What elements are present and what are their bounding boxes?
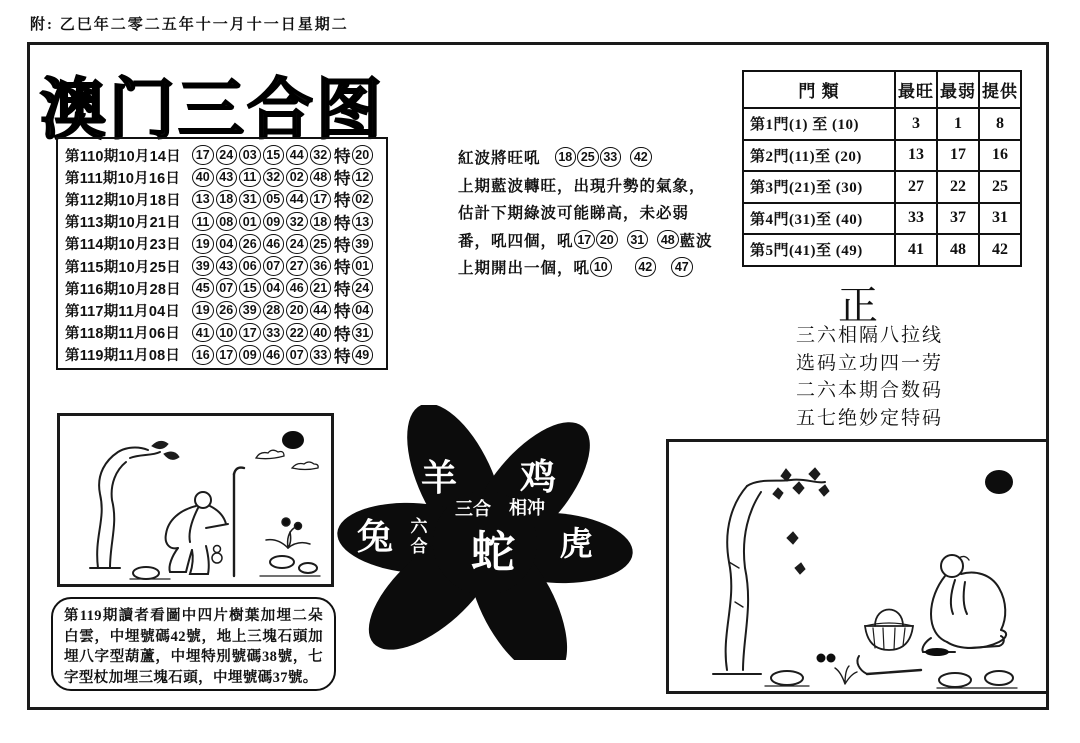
special-ball: 24 bbox=[352, 278, 374, 298]
special-label: 特 bbox=[334, 148, 351, 167]
gate-weak: 17 bbox=[937, 140, 979, 172]
illustration-right bbox=[669, 442, 1046, 691]
number-ball: 46 bbox=[263, 234, 285, 254]
number-ball: 21 bbox=[310, 278, 332, 298]
number-ball: 10 bbox=[590, 257, 612, 277]
draw-label: 第119期11月08日 bbox=[65, 348, 181, 365]
forecast-line bbox=[458, 230, 738, 250]
number-ball: 32 bbox=[263, 168, 285, 188]
draw-label: 第115期10月25日 bbox=[65, 259, 181, 276]
number-ball: 17 bbox=[192, 145, 214, 165]
result-row bbox=[65, 277, 383, 299]
special-label: 特 bbox=[334, 214, 351, 233]
number-ball: 47 bbox=[671, 257, 693, 277]
leaf-icon bbox=[164, 452, 179, 459]
number-ball: 11 bbox=[192, 212, 214, 232]
table-header-row bbox=[743, 71, 1021, 108]
draw-label: 第114期10月23日 bbox=[65, 237, 181, 254]
rock-icon bbox=[939, 673, 971, 687]
number-ball: 44 bbox=[286, 145, 308, 165]
number-ball: 32 bbox=[310, 145, 332, 165]
illustration-right-box bbox=[666, 439, 1049, 694]
forecast-text: 上期藍波轉旺，出現升勢的氣象， bbox=[458, 177, 706, 195]
number-ball: 33 bbox=[310, 345, 332, 365]
gourd-icon bbox=[212, 546, 222, 564]
gate-weak: 37 bbox=[937, 203, 979, 235]
number-ball: 13 bbox=[192, 190, 214, 210]
gate-offer: 16 bbox=[979, 140, 1021, 172]
sun-icon bbox=[282, 431, 304, 449]
gate-best: 3 bbox=[895, 108, 937, 140]
gate-label: 第4門(31)至 (40) bbox=[743, 203, 895, 235]
gate-weak: 22 bbox=[937, 171, 979, 203]
special-label: 特 bbox=[334, 347, 351, 366]
table-row bbox=[743, 171, 1021, 203]
number-ball: 25 bbox=[577, 147, 599, 167]
special-label: 特 bbox=[334, 303, 351, 322]
draw-label: 第110期10月14日 bbox=[65, 148, 181, 165]
page-title: 澳门三合图 bbox=[40, 71, 385, 148]
table-row bbox=[743, 203, 1021, 235]
farmer-figure bbox=[166, 492, 228, 574]
number-ball: 24 bbox=[216, 145, 238, 165]
number-ball: 44 bbox=[286, 190, 308, 210]
number-ball: 10 bbox=[216, 323, 238, 343]
number-ball: 43 bbox=[216, 168, 238, 188]
draw-label: 第112期10月18日 bbox=[65, 192, 181, 209]
number-ball: 44 bbox=[310, 301, 332, 321]
gate-label: 第5門(41)至 (49) bbox=[743, 234, 895, 266]
gate-label: 第2門(11)至 (20) bbox=[743, 140, 895, 172]
number-ball: 22 bbox=[286, 323, 308, 343]
number-ball: 40 bbox=[310, 323, 332, 343]
number-ball: 17 bbox=[574, 230, 596, 250]
result-row bbox=[65, 255, 383, 277]
sickle-icon bbox=[857, 656, 921, 674]
zodiac-rooster: 鸡 bbox=[519, 457, 557, 497]
gate-weak: 48 bbox=[937, 234, 979, 266]
cloud-icon bbox=[292, 462, 318, 470]
number-ball: 39 bbox=[192, 256, 214, 276]
special-label: 特 bbox=[334, 325, 351, 344]
number-ball: 05 bbox=[263, 190, 285, 210]
sun-icon bbox=[985, 470, 1013, 494]
number-ball: 18 bbox=[555, 147, 577, 167]
special-ball: 02 bbox=[352, 190, 374, 210]
number-ball: 26 bbox=[216, 301, 238, 321]
special-ball: 20 bbox=[352, 145, 374, 165]
staff-icon bbox=[234, 468, 244, 474]
grass-icon bbox=[835, 666, 857, 684]
forecast-line bbox=[458, 175, 738, 195]
result-row bbox=[65, 233, 383, 255]
gate-offer: 31 bbox=[979, 203, 1021, 235]
number-ball: 16 bbox=[192, 345, 214, 365]
zodiac-snake: 蛇 bbox=[471, 528, 515, 577]
rock-icon bbox=[270, 556, 294, 568]
number-ball: 33 bbox=[600, 147, 622, 167]
gate-best: 41 bbox=[895, 234, 937, 266]
forecast-text: 藍波 bbox=[679, 232, 713, 250]
gate-label: 第1門(1) 至 (10) bbox=[743, 108, 895, 140]
forecast-text: 紅波將旺吼 bbox=[458, 150, 541, 167]
number-ball: 24 bbox=[286, 234, 308, 254]
number-ball: 02 bbox=[286, 168, 308, 188]
number-ball: 28 bbox=[263, 301, 285, 321]
gate-offer: 42 bbox=[979, 234, 1021, 266]
number-ball: 46 bbox=[286, 278, 308, 298]
gate-weak: 1 bbox=[937, 108, 979, 140]
rock-icon bbox=[299, 563, 317, 573]
gate-stats-table bbox=[742, 70, 1022, 267]
label-liu: 六 bbox=[410, 517, 428, 536]
draw-label: 第116期10月28日 bbox=[65, 281, 181, 298]
gate-offer: 8 bbox=[979, 108, 1021, 140]
zodiac-goat: 羊 bbox=[420, 458, 458, 498]
verse-line: 三六相隔八拉线 bbox=[796, 325, 944, 346]
number-ball: 04 bbox=[216, 234, 238, 254]
number-ball: 46 bbox=[263, 345, 285, 365]
special-ball: 13 bbox=[352, 212, 374, 232]
rock-icon bbox=[985, 671, 1013, 685]
label-he: 合 bbox=[410, 537, 428, 556]
col-header-offer: 提供 bbox=[979, 71, 1021, 108]
number-ball: 36 bbox=[310, 256, 332, 276]
table-row bbox=[743, 140, 1021, 172]
forecast-line bbox=[458, 257, 738, 277]
gate-best: 27 bbox=[895, 171, 937, 203]
verse-line: 五七绝妙定特码 bbox=[796, 407, 944, 429]
zodiac-tiger: 虎 bbox=[559, 527, 593, 563]
number-ball: 31 bbox=[627, 230, 649, 250]
number-ball: 17 bbox=[310, 190, 332, 210]
number-ball: 01 bbox=[239, 212, 261, 232]
special-label: 特 bbox=[334, 259, 351, 278]
number-ball: 42 bbox=[635, 257, 657, 277]
gate-label: 第3門(21)至 (30) bbox=[743, 171, 895, 203]
special-label: 特 bbox=[334, 170, 351, 189]
falling-leaf-icon bbox=[787, 532, 805, 574]
col-header-weak: 最弱 bbox=[937, 71, 979, 108]
number-ball: 03 bbox=[239, 145, 261, 165]
special-ball: 12 bbox=[352, 168, 374, 188]
number-ball: 42 bbox=[630, 147, 652, 167]
number-ball: 07 bbox=[263, 256, 285, 276]
number-ball: 17 bbox=[239, 323, 261, 343]
number-ball: 48 bbox=[657, 230, 679, 250]
results-table bbox=[56, 137, 388, 370]
number-ball: 27 bbox=[286, 256, 308, 276]
seed-icon bbox=[817, 654, 826, 663]
col-header-best: 最旺 bbox=[895, 71, 937, 108]
number-ball: 40 bbox=[192, 168, 214, 188]
number-ball: 07 bbox=[286, 345, 308, 365]
seed-icon bbox=[827, 654, 836, 663]
number-ball: 08 bbox=[216, 212, 238, 232]
number-ball: 43 bbox=[216, 256, 238, 276]
verse-line: 二六本期合数码 bbox=[796, 380, 944, 401]
number-ball: 45 bbox=[192, 278, 214, 298]
result-row bbox=[65, 299, 383, 321]
draw-label: 第113期10月21日 bbox=[65, 215, 181, 232]
special-ball: 49 bbox=[352, 345, 374, 365]
forecast-text: 番，吼四個，吼 bbox=[458, 232, 574, 250]
number-ball: 39 bbox=[239, 301, 261, 321]
cloud-icon bbox=[256, 450, 284, 458]
number-ball: 11 bbox=[239, 168, 261, 188]
special-ball: 01 bbox=[352, 256, 374, 276]
number-ball: 32 bbox=[286, 212, 308, 232]
illustration-left-box bbox=[57, 413, 334, 587]
number-ball: 18 bbox=[310, 212, 332, 232]
leaf-icon bbox=[773, 468, 829, 499]
number-ball: 26 bbox=[239, 234, 261, 254]
rock-icon bbox=[771, 671, 803, 685]
draw-label: 第118期11月06日 bbox=[65, 326, 181, 343]
number-ball: 06 bbox=[239, 256, 261, 276]
basket-icon bbox=[865, 610, 913, 651]
label-sanhe: 三合 bbox=[455, 499, 491, 519]
tree-icon bbox=[713, 480, 825, 674]
special-ball: 04 bbox=[352, 301, 374, 321]
number-ball: 07 bbox=[216, 278, 238, 298]
gate-best: 33 bbox=[895, 203, 937, 235]
special-ball: 39 bbox=[352, 234, 374, 254]
forecast-line bbox=[458, 202, 738, 222]
special-label: 特 bbox=[334, 236, 351, 255]
result-row bbox=[65, 188, 383, 210]
forecast-text: 上期開出一個，吼 bbox=[458, 260, 591, 277]
number-ball: 19 bbox=[192, 234, 214, 254]
verse-block bbox=[796, 322, 943, 432]
zodiac-rabbit: 兔 bbox=[356, 517, 394, 557]
zodiac-flower-graphic bbox=[333, 405, 648, 660]
number-ball: 31 bbox=[239, 190, 261, 210]
number-ball: 20 bbox=[286, 301, 308, 321]
table-row bbox=[743, 108, 1021, 140]
draw-label: 第111期10月16日 bbox=[65, 170, 181, 187]
number-ball: 15 bbox=[239, 278, 261, 298]
gate-offer: 25 bbox=[979, 171, 1021, 203]
verse-heading: 正 bbox=[838, 283, 878, 328]
wave-forecast bbox=[458, 147, 738, 285]
leaf-icon bbox=[152, 441, 168, 448]
label-xiangchong: 相冲 bbox=[509, 498, 545, 518]
number-ball: 04 bbox=[263, 278, 285, 298]
number-ball: 19 bbox=[192, 301, 214, 321]
table-row bbox=[743, 234, 1021, 266]
result-row bbox=[65, 211, 383, 233]
number-ball: 48 bbox=[310, 168, 332, 188]
forecast-line bbox=[458, 147, 738, 167]
number-ball: 41 bbox=[192, 323, 214, 343]
result-row bbox=[65, 144, 383, 166]
result-row bbox=[65, 166, 383, 188]
puzzle-caption: 第119期讀者看圖中四片樹葉加埋二朵白雲，中埋號碼42號，地上三塊石頭加埋八字型葫蘆，中埋特別號碼38號，七字型杖加埋三塊石頭，中埋號碼37號。 bbox=[51, 597, 336, 691]
gate-best: 13 bbox=[895, 140, 937, 172]
forecast-text: 估計下期綠波可能睇高，未必弱 bbox=[458, 205, 690, 222]
number-ball: 17 bbox=[216, 345, 238, 365]
plant-icon bbox=[266, 518, 310, 548]
number-ball: 33 bbox=[263, 323, 285, 343]
number-ball: 18 bbox=[216, 190, 238, 210]
draw-label: 第117期11月04日 bbox=[65, 303, 181, 320]
date-note: 附: 乙巳年二零二五年十一月十一日星期二 bbox=[30, 17, 349, 33]
rock-icon bbox=[133, 567, 159, 579]
number-ball: 09 bbox=[263, 212, 285, 232]
result-row bbox=[65, 322, 383, 344]
verse-line: 选码立功四一劳 bbox=[796, 352, 944, 374]
illustration-left bbox=[60, 416, 331, 584]
special-label: 特 bbox=[334, 281, 351, 300]
number-ball: 20 bbox=[596, 230, 618, 250]
col-header-category: 門 類 bbox=[743, 71, 895, 108]
number-ball: 15 bbox=[263, 145, 285, 165]
special-label: 特 bbox=[334, 192, 351, 211]
special-ball: 31 bbox=[352, 323, 374, 343]
zodiac-flower bbox=[333, 405, 648, 660]
kneeling-figure bbox=[922, 555, 1006, 656]
result-row bbox=[65, 344, 383, 366]
number-ball: 09 bbox=[239, 345, 261, 365]
number-ball: 25 bbox=[310, 234, 332, 254]
